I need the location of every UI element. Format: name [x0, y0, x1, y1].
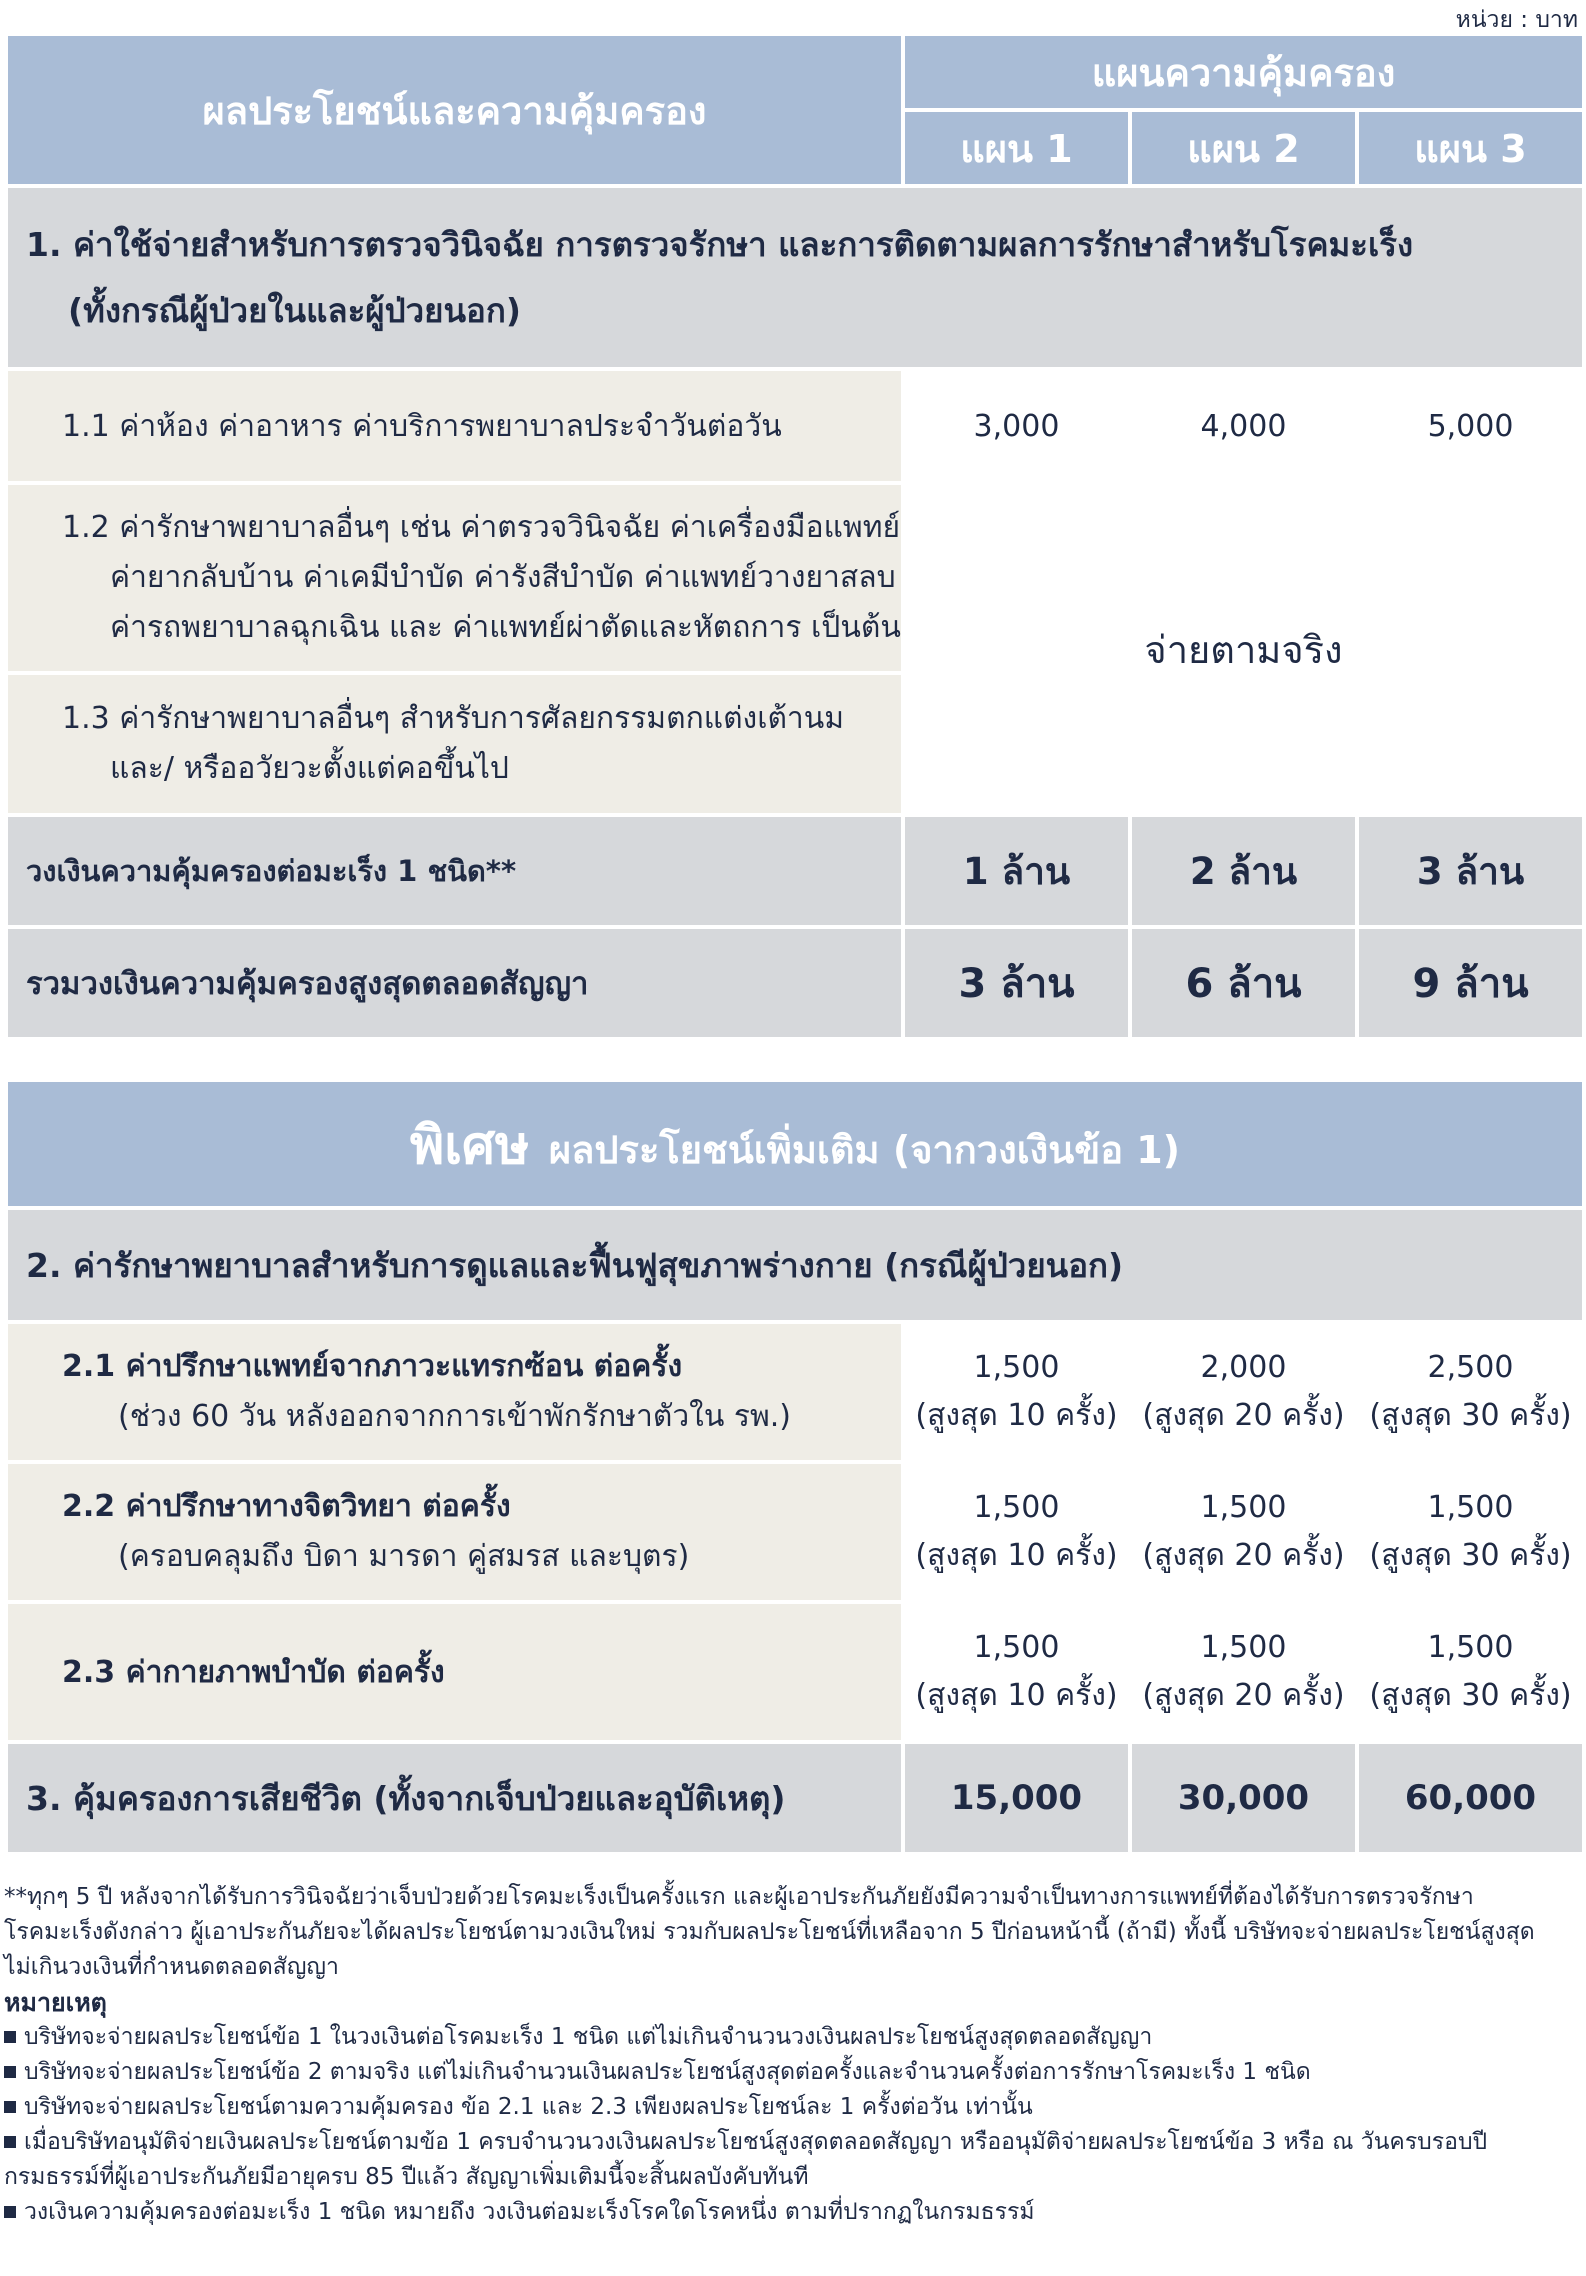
limit-per-cancer-label: วงเงินความคุ้มครองต่อมะเร็ง 1 ชนิด** — [8, 817, 901, 925]
item-2-1-plan-2: 2,000 (สูงสุด 20 ครั้ง) — [1132, 1324, 1355, 1460]
plan-1-header: แผน 1 — [905, 112, 1128, 184]
plan-2-header: แผน 2 — [1132, 112, 1355, 184]
item-2-1-plan-1: 1,500 (สูงสุด 10 ครั้ง) — [905, 1324, 1128, 1460]
unit-label: หน่วย : บาท — [1455, 7, 1578, 33]
item-1-3-label: 1.3 ค่ารักษาพยาบาลอื่นๆ สำหรับการศัลยกรรมตกแต่งเต้านม และ/ หรืออวัยวะตั้งแต่คอขึ้นไป — [8, 675, 901, 813]
section-3-label: 3. คุ้มครองการเสียชีวิต (ทั้งจากเจ็บป่วยและอุบัติเหตุ) — [8, 1744, 901, 1852]
actual-pay-value: จ่ายตามจริง — [905, 485, 1582, 813]
item-2-1-label: 2.1 ค่าปรึกษาแพทย์จากภาวะแทรกซ้อน ต่อครั้ง (ช่วง 60 วัน หลังออกจากการเข้าพักรักษาตัวใน รพ.) — [8, 1324, 901, 1460]
section-3-plan-2: 30,000 — [1132, 1744, 1355, 1852]
limit-per-cancer-plan-1: 1 ล้าน — [905, 817, 1128, 925]
limit-total-plan-2: 6 ล้าน — [1132, 929, 1355, 1037]
item-2-1-plan-3: 2,500 (สูงสุด 30 ครั้ง) — [1359, 1324, 1582, 1460]
item-2-3-plan-1: 1,500 (สูงสุด 10 ครั้ง) — [905, 1604, 1128, 1740]
item-2-2-row — [8, 1464, 1582, 1600]
square-bullet-icon — [4, 2206, 16, 2218]
benefit-column-header: ผลประโยชน์และความคุ้มครอง — [8, 36, 901, 184]
footnote-line-3: ไม่เกินวงเงินที่กำหนดตลอดสัญญา — [4, 1954, 339, 1980]
item-1-1-plan-1: 3,000 — [905, 371, 1128, 481]
footnote-line-2: โรคมะเร็งดังกล่าว ผู้เอาประกันภัยจะได้ผลประโยชน์ตามวงเงินใหม่ รวมกับผลประโยชน์ที่เหลือจาก 5 ปีก่อนหน้านี้ (ถ้ามี) ทั้งนี้ บริษัทจะจ่ายผลประโยชน์สูงสุด — [4, 1919, 1535, 1945]
item-1-2-label: 1.2 ค่ารักษาพยาบาลอื่นๆ เช่น ค่าตรวจวินิจฉัย ค่าเครื่องมือแพทย์ ค่ายากลับบ้าน ค่าเคมีบำบัด ค่ารังสีบำบัด ค่าแพทย์วางยาสลบ ค่ารถพยาบาลฉุกเฉิน และ ค่าแพทย์ผ่าตัดและหัตถการ เป็นต้น — [8, 485, 901, 671]
remarks-title: หมายเหตุ — [4, 1988, 107, 2017]
special-benefit-table — [4, 1078, 1586, 1856]
item-2-1-row — [8, 1324, 1582, 1460]
square-bullet-icon — [4, 2136, 16, 2148]
special-highlight: พิเศษ — [409, 1115, 530, 1176]
limit-per-cancer-plan-2: 2 ล้าน — [1132, 817, 1355, 925]
remark-item: เมื่อบริษัทอนุมัติจ่ายเงินผลประโยชน์ตามข้อ 1 ครบจำนวนวงเงินผลประโยชน์สูงสุดตลอดสัญญา หรืออนุมัติจ่ายผลประโยชน์ข้อ 3 หรือ ณ วันครบรอบปี — [4, 2125, 1580, 2160]
section-2-title: 2. ค่ารักษาพยาบาลสำหรับการดูแลและฟื้นฟูสุขภาพร่างกาย (กรณีผู้ป่วยนอก) — [8, 1210, 1582, 1320]
limit-per-cancer-plan-3: 3 ล้าน — [1359, 817, 1582, 925]
section-3-plan-3: 60,000 — [1359, 1744, 1582, 1852]
square-bullet-icon — [4, 2066, 16, 2078]
remark-item-continuation: กรมธรรม์ที่ผู้เอาประกันภัยมีอายุครบ 85 ปีแล้ว สัญญาเพิ่มเติมนี้จะสิ้นผลบังคับทันที — [4, 2164, 809, 2190]
item-1-1-plan-2: 4,000 — [1132, 371, 1355, 481]
item-2-3-row — [8, 1604, 1582, 1740]
coverage-table — [4, 32, 1586, 1041]
special-title: ผลประโยชน์เพิ่มเติม (จากวงเงินข้อ 1) — [548, 1127, 1181, 1172]
notes-section — [4, 1880, 1580, 2230]
footnote-line-1: **ทุกๆ 5 ปี หลังจากได้รับการวินิจฉัยว่าเจ็บป่วยด้วยโรคมะเร็งเป็นครั้งแรก และผู้เอาประกันภัยยังมีความจำเป็นทางการแพทย์ที่ต้องได้รับการตรวจรักษา — [4, 1884, 1474, 1910]
item-2-2-plan-3: 1,500 (สูงสุด 30 ครั้ง) — [1359, 1464, 1582, 1600]
section-3-plan-1: 15,000 — [905, 1744, 1128, 1852]
square-bullet-icon — [4, 2031, 16, 2043]
plan-3-header: แผน 3 — [1359, 112, 1582, 184]
section-1-title: 1. ค่าใช้จ่ายสำหรับการตรวจวินิจฉัย การตรวจรักษา และการติดตามผลการรักษาสำหรับโรคมะเร็ง (ทั้งกรณีผู้ป่วยในและผู้ป่วยนอก) — [8, 188, 1582, 367]
remark-item: บริษัทจะจ่ายผลประโยชน์ข้อ 2 ตามจริง แต่ไม่เกินจำนวนเงินผลประโยชน์สูงสุดต่อครั้งและจำนวนครั้งต่อการรักษาโรคมะเร็ง 1 ชนิด — [4, 2055, 1580, 2090]
coverage-plan-header: แผนความคุ้มครอง — [905, 36, 1582, 108]
item-2-3-plan-3: 1,500 (สูงสุด 30 ครั้ง) — [1359, 1604, 1582, 1740]
remark-item: บริษัทจะจ่ายผลประโยชน์ข้อ 1 ในวงเงินต่อโรคมะเร็ง 1 ชนิด แต่ไม่เกินจำนวนวงเงินผลประโยชน์สูงสุดตลอดสัญญา — [4, 2020, 1580, 2055]
item-2-3-plan-2: 1,500 (สูงสุด 20 ครั้ง) — [1132, 1604, 1355, 1740]
item-2-2-plan-1: 1,500 (สูงสุด 10 ครั้ง) — [905, 1464, 1128, 1600]
special-benefit-header — [8, 1082, 1582, 1206]
square-bullet-icon — [4, 2101, 16, 2113]
limit-total-plan-3: 9 ล้าน — [1359, 929, 1582, 1037]
limit-total-plan-1: 3 ล้าน — [905, 929, 1128, 1037]
item-1-1-plan-3: 5,000 — [1359, 371, 1582, 481]
item-2-2-label: 2.2 ค่าปรึกษาทางจิตวิทยา ต่อครั้ง (ครอบคลุมถึง บิดา มารดา คู่สมรส และบุตร) — [8, 1464, 901, 1600]
item-2-3-label: 2.3 ค่ากายภาพบำบัด ต่อครั้ง — [8, 1604, 901, 1740]
item-2-2-plan-2: 1,500 (สูงสุด 20 ครั้ง) — [1132, 1464, 1355, 1600]
remark-item: บริษัทจะจ่ายผลประโยชน์ตามความคุ้มครอง ข้อ 2.1 และ 2.3 เพียงผลประโยชน์ละ 1 ครั้งต่อวัน เท่านั้น — [4, 2090, 1580, 2125]
item-1-1-label: 1.1 ค่าห้อง ค่าอาหาร ค่าบริการพยาบาลประจำวันต่อวัน — [8, 371, 901, 481]
limit-total-label: รวมวงเงินความคุ้มครองสูงสุดตลอดสัญญา — [8, 929, 901, 1037]
remark-item: วงเงินความคุ้มครองต่อมะเร็ง 1 ชนิด หมายถึง วงเงินต่อมะเร็งโรคใดโรคหนึ่ง ตามที่ปรากฏในกรมธรรม์ — [4, 2195, 1580, 2230]
